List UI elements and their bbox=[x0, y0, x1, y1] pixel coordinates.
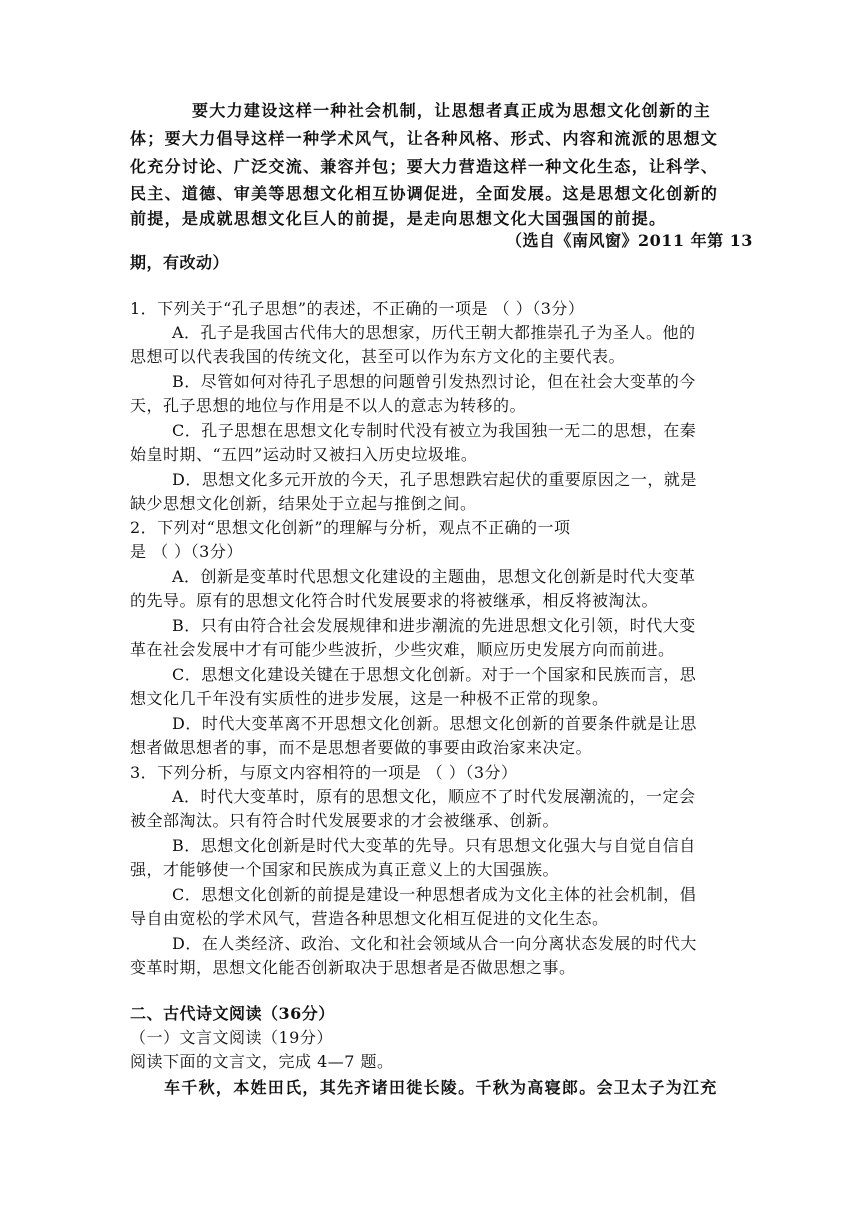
q2-option-b: 革在社会发展中才有可能少些波折，少些灾难，顺应历史发展方向而前进。 bbox=[130, 640, 675, 659]
q2-option-c: 想文化几千年没有实质性的进步发展，这是一种极不正常的现象。 bbox=[130, 689, 609, 708]
q1-option-a: 思想可以代表我国的传统文化，甚至可以作为东方文化的主要代表。 bbox=[130, 347, 626, 366]
q2-option-d: 想者做思想者的事，而不是思想者要做的事要由政治家来决定。 bbox=[130, 738, 593, 757]
q1-option-b: 天，孔子思想的地位与作用是不以人的意志为转移的。 bbox=[130, 396, 527, 415]
q1-option-c: C．孔子思想在思想文化专制时代没有被立为我国独一无二的思想，在秦 bbox=[172, 421, 697, 440]
question-3-stem: 3．下列分析，与原文内容相符的一项是 （ ）（3分） bbox=[130, 763, 518, 782]
q3-option-d: 变革时期，思想文化能否创新取决于思想者是否做思想之事。 bbox=[130, 958, 576, 977]
q1-option-d: 缺少思想文化创新，结果处于立起与推倒之间。 bbox=[130, 494, 477, 513]
question-2-stem: 是 （ ）（3分） bbox=[130, 542, 243, 561]
q3-option-b: 强，才能够使一个国家和民族成为真正意义上的大国强族。 bbox=[130, 860, 560, 879]
q2-option-c: C．思想文化建设关键在于思想文化创新。对于一个国家和民族而言，思 bbox=[172, 665, 697, 684]
source-note: （选自《南风窗》2011 年第 13 bbox=[506, 231, 753, 250]
intro-line: 要大力建设这样一种社会机制，让思想者真正成为思想文化创新的主 bbox=[192, 101, 712, 120]
q3-option-c: 导自由宽松的学术风气，营造各种思想文化相互促进的文化生态。 bbox=[130, 909, 609, 928]
q1-option-b: B．尽管如何对待孔子思想的问题曾引发热烈讨论，但在社会大变革的今 bbox=[172, 372, 696, 391]
source-note: 期，有改动） bbox=[130, 253, 230, 272]
question-2-stem: 2．下列对“思想文化创新”的理解与分析，观点不正确的一项 bbox=[130, 518, 571, 537]
passage-line: 车千秋，本姓田氏，其先齐诸田徙长陵。千秋为高寝郎。会卫太子为江充 bbox=[164, 1078, 718, 1097]
q2-option-a: A．创新是变革时代思想文化建设的主题曲，思想文化创新是时代大变革 bbox=[172, 567, 696, 586]
q2-option-b: B．只有由符合社会发展规律和进步潮流的先进思想文化引领，时代大变 bbox=[172, 616, 696, 635]
q2-option-a: 的先导。原有的思想文化符合时代发展要求的将被继承，相反将被淘汰。 bbox=[130, 591, 659, 610]
intro-line: 体；要大力倡导这样一种学术风气，让各种风格、形式、内容和流派的思想文 bbox=[130, 129, 719, 148]
q3-option-d: D．在人类经济、政治、文化和社会领域从合一向分离状态发展的时代大 bbox=[172, 934, 697, 953]
section-title: 二、古代诗文阅读（36分） bbox=[130, 1004, 335, 1023]
q3-option-a: A．时代大变革时，原有的思想文化，顺应不了时代发展潮流的，一定会 bbox=[172, 787, 696, 806]
section-instruction: 阅读下面的文言文，完成 4—7 题。 bbox=[130, 1052, 394, 1071]
intro-line: 化充分讨论、广泛交流、兼容并包；要大力营造这样一种文化生态，让科学、 bbox=[130, 157, 719, 176]
q3-option-b: B．思想文化创新是时代大变革的先导。只有思想文化强大与自觉自信自 bbox=[172, 836, 696, 855]
q1-option-a: A．孔子是我国古代伟大的思想家，历代王朝大都推崇孔子为圣人。他的 bbox=[172, 323, 696, 342]
q3-option-c: C．思想文化创新的前提是建设一种思想者成为文化主体的社会机制，倡 bbox=[172, 885, 697, 904]
q1-option-c: 始皇时期、“五四”运动时又被扫入历史垃圾堆。 bbox=[130, 445, 478, 464]
intro-line: 民主、道德、审美等思想文化相互协调促进，全面发展。这是思想文化创新的 bbox=[130, 184, 719, 203]
question-1-stem: 1．下列关于“孔子思想”的表述，不正确的一项是 （ ）（3分） bbox=[130, 299, 585, 318]
section-subtitle: （一）文言文阅读（19分） bbox=[130, 1028, 333, 1047]
intro-line: 前提，是成就思想文化巨人的前提，是走向思想文化大国强国的前提。 bbox=[130, 209, 667, 228]
q1-option-d: D．思想文化多元开放的今天，孔子思想跌宕起伏的重要原因之一，就是 bbox=[172, 470, 697, 489]
q3-option-a: 被全部淘汰。只有符合时代发展要求的才会被继承、创新。 bbox=[130, 811, 560, 830]
q2-option-d: D．时代大变革离不开思想文化创新。思想文化创新的首要条件就是让思 bbox=[172, 714, 697, 733]
